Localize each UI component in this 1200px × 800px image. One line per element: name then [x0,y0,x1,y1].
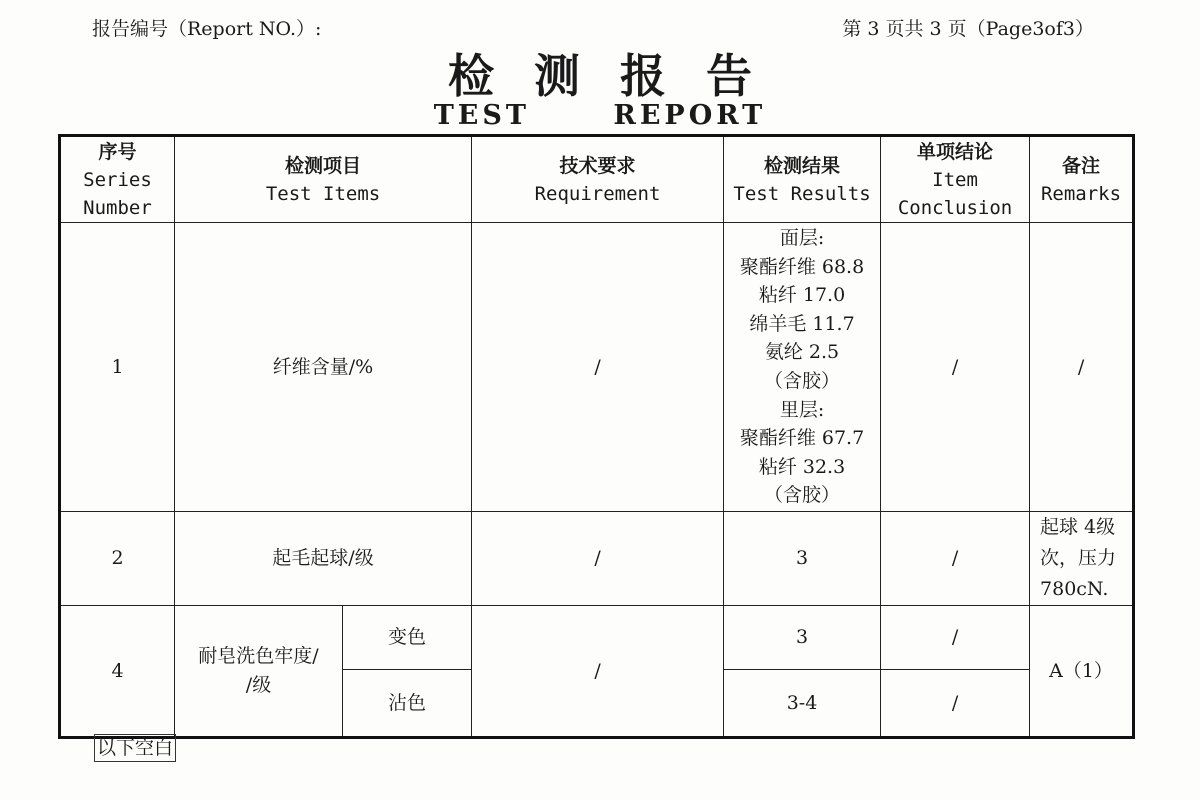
row3-requirement: / [472,606,724,738]
header-series-number [60,136,175,223]
row2-test-item: 起毛起球/级 [175,512,472,606]
result-line: 聚酯纤维 68.8 [739,255,865,278]
report-title-cn: 检测报告 [448,49,792,103]
table-row [60,223,1134,512]
row1-test-results [724,223,881,512]
header-items-cn: 检测项目 [285,154,362,177]
header-items-en: Test Items [265,182,381,205]
result-line: 氨纶 2.5 [764,341,840,364]
header-requirement-cn: 技术要求 [559,154,636,177]
header-series-en2: Number [83,196,152,219]
result-line: 绵羊毛 11.7 [749,312,855,335]
row3-result-staining: 3-4 [724,670,881,738]
header-remarks-en: Remarks [1040,182,1122,205]
header-remarks [1030,136,1134,223]
row3-test-item [175,606,343,738]
row2-conclusion: / [881,512,1030,606]
remark-line: 起球 4级 [1040,516,1116,538]
row3-conclusion-staining: / [881,670,1030,738]
result-line: 粘纤 32.3 [758,455,846,478]
row1-conclusion: / [881,223,1030,512]
header-requirement [472,136,724,223]
item-line: 耐皂洗色牢度/ [198,645,319,668]
row2-remarks [1030,512,1134,606]
header-row [60,136,1134,223]
result-line: 聚酯纤维 67.7 [739,427,865,450]
item-line: /级 [245,674,272,696]
header-item-conclusion [881,136,1030,223]
report-number-label: 报告编号（Report NO.）: [92,18,322,40]
blank-below-stamp: 以下空白 [94,734,176,762]
result-line: （含胶） [764,484,841,507]
row1-number: 1 [60,223,175,512]
row3-conclusion-color-change: / [881,606,1030,670]
result-line: （含胶） [764,370,841,392]
header-test-items [175,136,472,223]
row1-remarks: / [1030,223,1134,512]
report-title-en: TEST REPORT [433,100,767,131]
header-results-cn: 检测结果 [764,154,841,177]
header-series-en1: Series [83,168,152,191]
header-conclusion-en1: Item [932,168,978,191]
page-indicator: 第 3 页共 3 页（Page3of3） [842,18,1094,40]
row1-requirement: / [472,223,724,512]
header-remarks-cn: 备注 [1062,154,1101,177]
row3-sub-item-staining: 沾色 [343,670,472,738]
header-requirement-en: Requirement [534,182,661,205]
remark-line: 780cN. [1040,578,1109,600]
row1-test-item: 纤维含量/% [175,223,472,512]
header-series-cn: 序号 [98,140,137,163]
row3-result-color-change: 3 [724,606,881,670]
row3-sub-item-color-change: 变色 [343,606,472,670]
remark-line: 次，压力 [1040,547,1117,569]
row3-number: 4 [60,606,175,738]
row3-remarks: A（1） [1030,606,1134,738]
header-results-en: Test Results [733,182,871,205]
header-test-results [724,136,881,223]
result-line: 面层: [779,227,825,250]
row2-test-result: 3 [724,512,881,606]
header-conclusion-en2: Conclusion [897,196,1013,219]
table-row [60,606,1134,670]
result-line: 里层: [779,398,825,421]
table-row [60,512,1134,606]
result-line: 粘纤 17.0 [758,284,846,307]
row2-number: 2 [60,512,175,606]
test-report-table [58,134,1135,739]
header-conclusion-cn: 单项结论 [917,140,994,163]
row2-requirement: / [472,512,724,606]
